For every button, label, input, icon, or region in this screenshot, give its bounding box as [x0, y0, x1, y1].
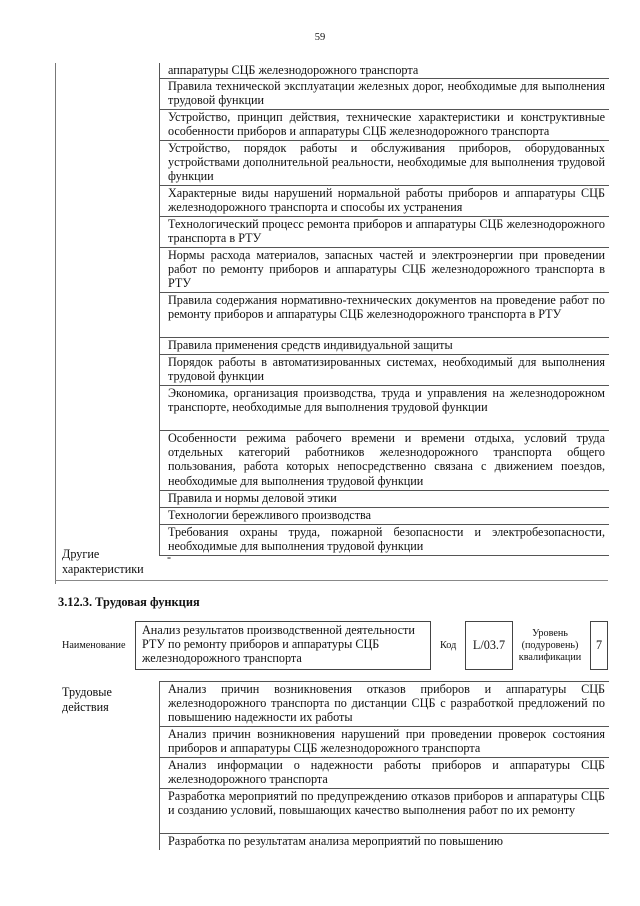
work-action-item: Анализ причин возникновения нарушений при проведении проверок состояния приборов и аппаратуры СЦБ железнодорожного транспорта [160, 727, 609, 758]
work-actions-label: Трудовые действия [62, 685, 112, 714]
table-left-border [55, 63, 56, 584]
name-label: Наименование [62, 640, 126, 651]
knowledge-item: Правила технической эксплуатации железных дорог, необходимые для выполнения трудовой функции [160, 79, 609, 110]
other-characteristics-value: - [167, 550, 172, 564]
knowledge-item: Особенности режима рабочего времени и времени отдыха, условий труда отдельных категорий работников железнодорожного транспорта общего пользования, работа которых непосредственно связана с движением поездов, необходимые для выполнения трудовой функции [160, 431, 609, 491]
level-value: 7 [595, 638, 603, 652]
knowledge-item: Правила содержания нормативно-технических документов на проведение работ по ремонту приборов и аппаратуры СЦБ железнодорожного транспорта в РТУ [160, 293, 609, 338]
work-actions-list [159, 681, 609, 850]
knowledge-item: Технологии бережливого производства [160, 508, 609, 525]
work-action-item: Разработка мероприятий по предупреждению отказов приборов и аппаратуры СЦБ и созданию условий, повышающих качество выполнения работ по их ремонту [160, 789, 609, 834]
knowledge-item: Экономика, организация производства, труда и управления на железнодорожном транспорте, необходимые для выполнения трудовой функции [160, 386, 609, 431]
page-number: 59 [314, 32, 326, 43]
work-action-item: Разработка по результатам анализа мероприятий по повышению [168, 834, 503, 848]
knowledge-item: аппаратуры СЦБ железнодорожного транспорта [160, 63, 609, 79]
knowledge-item: Технологический процесс ремонта приборов и аппаратуры СЦБ железнодорожного транспорта в РТУ [160, 217, 609, 248]
knowledge-list [159, 63, 609, 556]
knowledge-item: Устройство, порядок работы и обслуживания приборов, оборудованных устройствами дополнительной реальности, необходимые для выполнения трудовой функции [160, 141, 609, 186]
level-label: Уровень (подуровень) квалификации [518, 628, 582, 663]
code-label: Код [440, 640, 457, 651]
function-name: Анализ результатов производственной деятельности РТУ по ремонту приборов и аппаратуры СЦБ железнодорожного транспорта [142, 623, 415, 666]
knowledge-item: Характерные виды нарушений нормальной работы приборов и аппаратуры СЦБ железнодорожного транспорта и способы их устранения [160, 186, 609, 217]
knowledge-item: Нормы расхода материалов, запасных частей и электроэнергии при проведении работ по ремонту приборов и аппаратуры СЦБ железнодорожного транспорта в РТУ [160, 248, 609, 293]
knowledge-item: Требования охраны труда, пожарной безопасности и электробезопасности, необходимые для выполнения трудовой функции [160, 525, 609, 556]
knowledge-item: Правила применения средств индивидуальной защиты [160, 338, 609, 355]
other-characteristics-label: Другие характеристики [62, 547, 144, 576]
work-action-item: Анализ информации о надежности работы приборов и аппаратуры СЦБ железнодорожного транспорта [160, 758, 609, 789]
section-heading: 3.12.3. Трудовая функция [58, 595, 200, 609]
knowledge-item: Устройство, принцип действия, технические характеристики и конструктивные особенности приборов и аппаратуры СЦБ железнодорожного транспорта [160, 110, 609, 141]
knowledge-item: Правила и нормы деловой этики [160, 491, 609, 508]
table-bottom-border [55, 580, 608, 581]
work-action-item: Анализ причин возникновения отказов приборов и аппаратуры СЦБ железнодорожного транспорта по дистанции СЦБ с разработкой предложений по повышению надежности их работы [160, 682, 609, 727]
code-value: L/03.7 [472, 638, 506, 652]
knowledge-item: Порядок работы в автоматизированных системах, необходимый для выполнения трудовой функции [160, 355, 609, 386]
